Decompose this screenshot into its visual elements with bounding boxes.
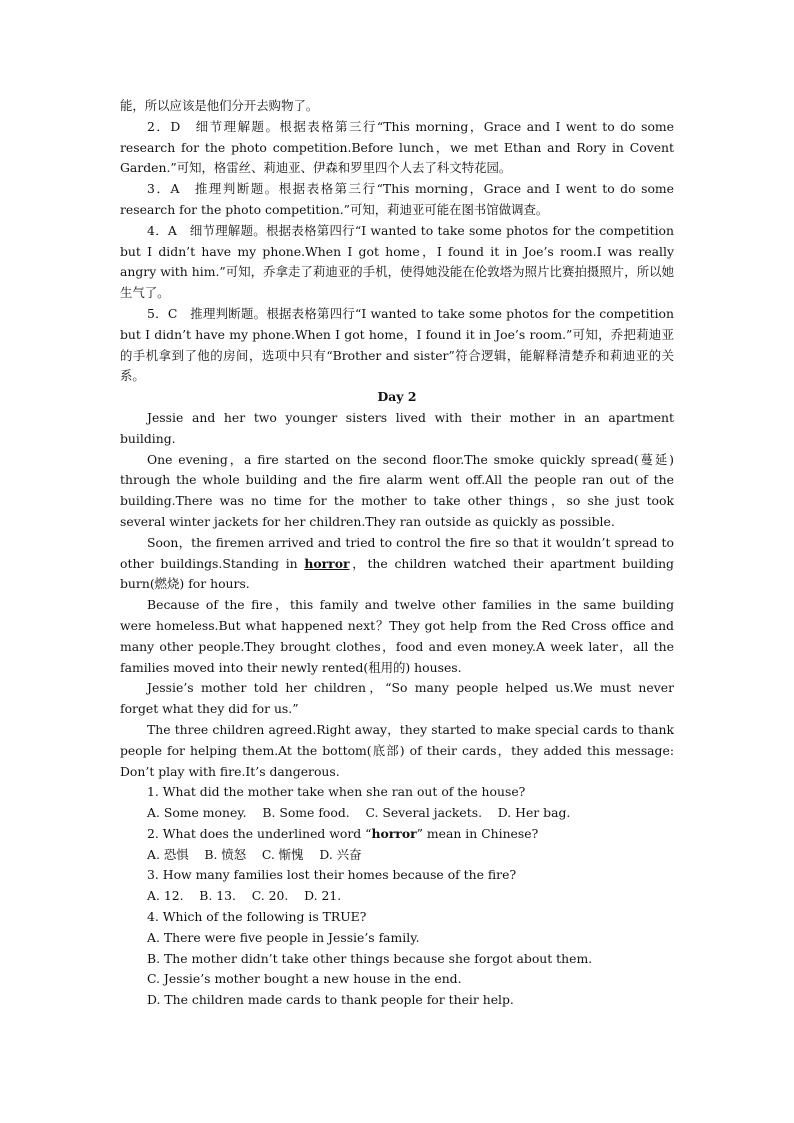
passage-paragraph-5: Jessie’s mother told her children，“So many people helped us.We must never forget what they did for us.”: [120, 680, 674, 717]
passage-paragraph-2: One evening，a fire started on the second floor.The smoke quickly spread(蔓延) through the whole building and the fire alarm went off.All the people ran out of the building.There was no time for the mother to take other things，so she just took several winter jackets for her children.They ran outside as quickly as possible.: [120, 451, 674, 529]
question-4-option-b: B. The mother didn’t take other things because she forgot about them.: [147, 950, 593, 966]
question-4-option-a: A. There were five people in Jessie’s family.: [147, 929, 420, 945]
answer-continued: 能，所以应该是他们分开去购物了。: [120, 98, 319, 113]
section-title: Day 2: [377, 389, 417, 405]
question-2-options: A. 恐惧 B. 愤怒 C. 惭愧 D. 兴奋: [147, 846, 362, 862]
question-2-start: 2. What does the underlined word “: [147, 825, 372, 841]
answer-5: 5．C 推理判断题。根据表格第四行“I wanted to take some photos for the competition but I didn’t have my phone.When I got home，I found it in Joe’s room.”可知，乔把莉迪亚的手机拿到了他的房间，选项中只有“Brother and sister”符合逻辑，能解释清楚乔和莉迪亚的关系。: [120, 305, 674, 384]
question-2: [120, 824, 674, 845]
answer-4: 4．A 细节理解题。根据表格第四行“I wanted to take some photos for the competition but I didn’t have my phone.When I got home，I found it in Joe’s room.I was really angry with him.”可知，乔拿走了莉迪亚的手机，使得她没能在伦敦塔为照片比赛拍摄照片，所以她生气了。: [120, 222, 674, 301]
document-page: [120, 96, 674, 1011]
question-4-option-d: D. The children made cards to thank people for their help.: [147, 992, 514, 1008]
question-4-option-c: C. Jessie’s mother bought a new house in the end.: [147, 971, 462, 987]
answer-3: 3．A 推理判断题。根据表格第三行“This morning，Grace and I went to do some research for the photo competition.”可知，莉迪亚可能在图书馆做调查。: [120, 181, 674, 217]
question-3-options: A. 12. B. 13. C. 20. D. 21.: [147, 888, 342, 904]
question-4: 4. Which of the following is TRUE?: [147, 909, 367, 925]
question-3: 3. How many families lost their homes because of the fire?: [147, 867, 517, 883]
passage-paragraph-3: [120, 533, 674, 595]
underlined-word: horror: [304, 555, 350, 571]
answer-2: 2．D 细节理解题。根据表格第三行“This morning，Grace and I went to do some research for the photo competition.Before lunch，we met Ethan and Rory in Covent Garden.”可知，格雷丝、莉迪亚、伊森和罗里四个人去了科文特花园。: [120, 118, 674, 176]
question-2-word: horror: [371, 825, 417, 841]
passage-paragraph-4: Because of the fire，this family and twelve other families in the same building were homeless.But what happened next？They got help from the Red Cross office and many other people.They brought clothes，food and even money.A week later，all the families moved into their newly rented(租用的) houses.: [120, 597, 674, 675]
paragraph-3-end: ，the children watched their apartment building burn(燃烧) for hours.: [120, 555, 674, 592]
passage-paragraph-6: The three children agreed.Right away，they started to make special cards to thank people for helping them.At the bottom(底部) of their cards，they added this message: Don’t play with fire.It’s dangerous.: [120, 721, 674, 779]
question-1-options: A. Some money. B. Some food. C. Several jackets. D. Her bag.: [147, 805, 571, 821]
passage-paragraph-1: Jessie and her two younger sisters lived with their mother in an apartment building.: [120, 409, 674, 446]
question-2-end: ” mean in Chinese?: [416, 825, 539, 841]
paragraph-3-start: Soon，the firemen arrived and tried to control the fire so that it wouldn’t spread to other buildings.Standing in: [120, 534, 674, 571]
question-1: 1. What did the mother take when she ran out of the house?: [147, 784, 526, 800]
